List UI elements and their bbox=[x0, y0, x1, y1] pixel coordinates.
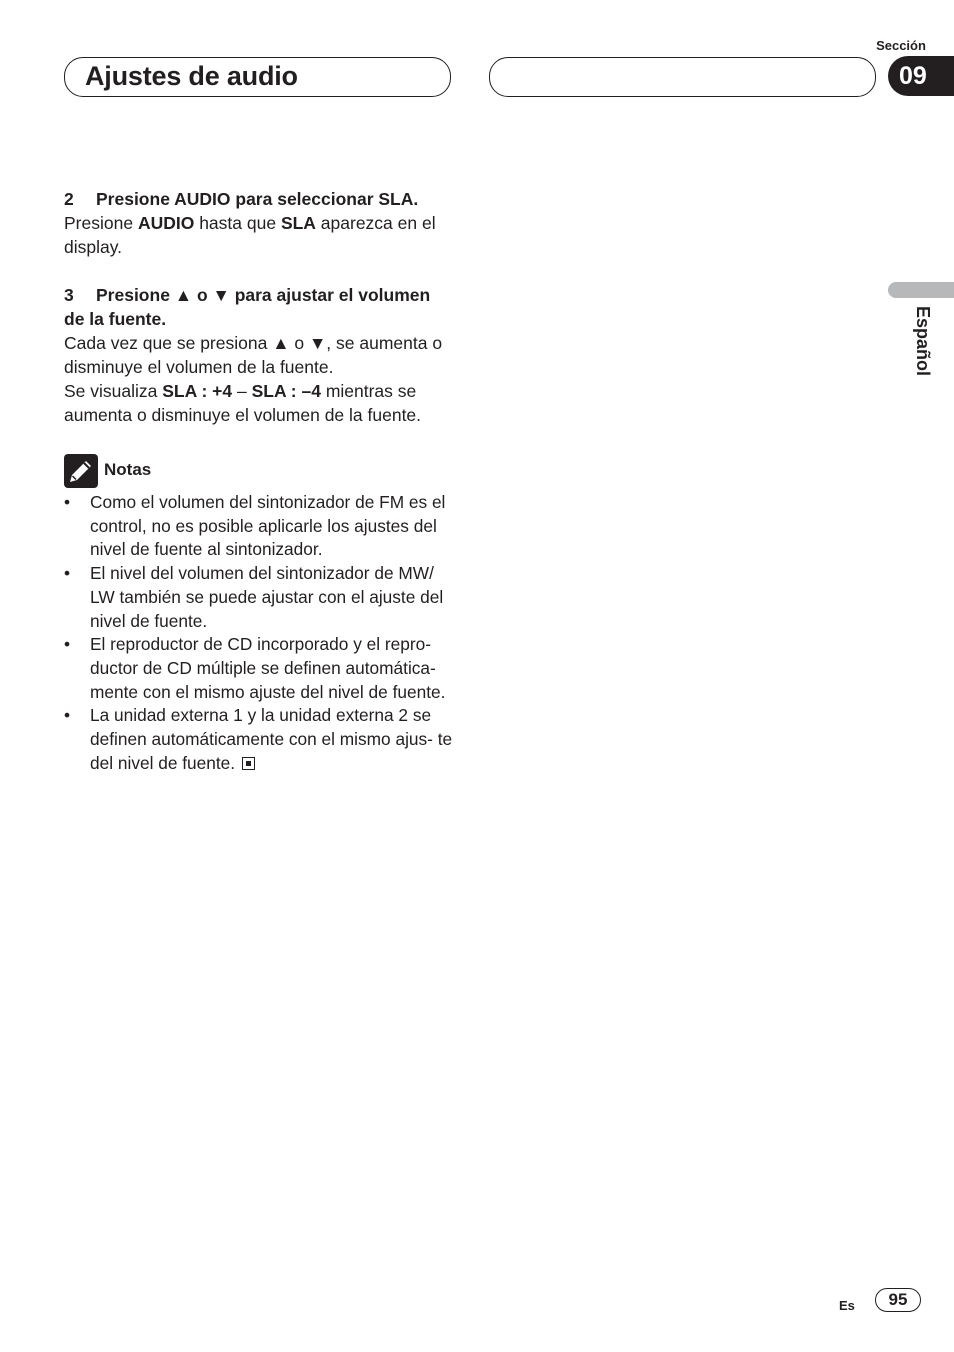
title-pill bbox=[64, 57, 451, 97]
language-label: Español bbox=[913, 306, 933, 377]
step-3-body-text: Se visualiza bbox=[64, 381, 163, 401]
bullet-icon: • bbox=[64, 634, 71, 655]
step-3-number: 3 bbox=[64, 285, 74, 305]
step-3-heading-text: Presione ▲ o ▼ para ajustar el volumen de la fuente. bbox=[64, 285, 431, 329]
page-number: 95 bbox=[875, 1288, 921, 1312]
list-item bbox=[64, 633, 454, 704]
step-2-heading-text: Presione AUDIO para seleccionar SLA. bbox=[96, 189, 419, 209]
step-2-heading bbox=[64, 187, 454, 211]
step-3 bbox=[64, 283, 454, 427]
notes-list bbox=[64, 491, 454, 775]
section-label: Sección bbox=[876, 38, 926, 53]
bullet-icon: • bbox=[64, 563, 71, 584]
bullet-icon: • bbox=[64, 492, 71, 512]
list-item bbox=[64, 704, 454, 775]
list-item bbox=[64, 562, 454, 633]
step-2-body-text: Presione bbox=[64, 213, 138, 233]
note-text: La unidad externa 1 y la unidad externa 2 se definen automáticamente con el mismo ajus- te del nivel de fuente. bbox=[90, 705, 453, 773]
language-code: Es bbox=[839, 1298, 855, 1313]
language-tab-bar bbox=[888, 282, 954, 298]
step-3-body-2 bbox=[64, 379, 454, 427]
step-2-body bbox=[64, 211, 454, 259]
note-text: El nivel del volumen del sintonizador de MW/ LW también se puede ajustar con el ajuste del nivel de fuente. bbox=[90, 563, 444, 631]
step-2-body-text: aparezca en el display. bbox=[64, 213, 436, 257]
notes-title: Notas bbox=[104, 460, 152, 479]
audio-term: AUDIO bbox=[137, 213, 195, 233]
end-mark-icon bbox=[242, 757, 255, 770]
step-2-body-text: hasta que bbox=[194, 213, 281, 233]
pencil-icon bbox=[64, 454, 98, 488]
sla-minus-value: SLA : –4 bbox=[251, 381, 321, 401]
step-3-heading bbox=[64, 283, 454, 331]
list-item bbox=[64, 491, 454, 562]
step-3-body-text: mientras se aumenta o disminuye el volumen de la fuente. bbox=[64, 381, 422, 425]
sla-term: SLA bbox=[280, 213, 316, 233]
header-empty-pill bbox=[489, 57, 876, 97]
note-text: El reproductor de CD incorporado y el repro- ductor de CD múltiple se definen automática- mente con el mismo ajuste del nivel de fuente. bbox=[90, 634, 446, 702]
bullet-icon: • bbox=[64, 705, 71, 726]
section-number-tab: 09 bbox=[888, 56, 954, 96]
step-3-body-1: Cada vez que se presiona ▲ o ▼, se aumenta o disminuye el volumen de la fuente. bbox=[64, 333, 443, 377]
page-title: Ajustes de audio bbox=[85, 61, 298, 91]
step-3-body-text: – bbox=[232, 381, 252, 401]
note-text: Como el volumen del sintonizador de FM es el control, no es posible aplicarle los ajustes del nivel de fuente al sintonizador. bbox=[90, 492, 446, 560]
step-2-number: 2 bbox=[64, 189, 74, 209]
step-2 bbox=[64, 187, 454, 259]
sla-plus-value: SLA : +4 bbox=[162, 381, 233, 401]
